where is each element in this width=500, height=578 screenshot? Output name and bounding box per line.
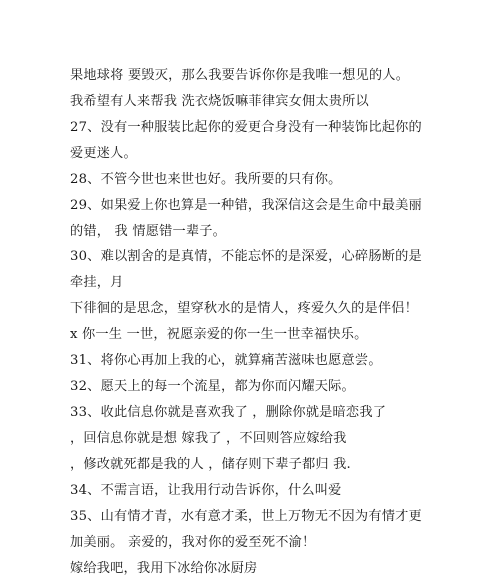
text-line: 29、如果爱上你也算是一种错，我深信这会是生命中最美丽 (70, 198, 422, 213)
text-line: 我希望有人来帮我 洗衣烧饭嘛菲律宾女佣太贵所以 (70, 94, 369, 109)
text-line: 32、愿天上的每一个流星，都为你而闪耀天际。 (70, 379, 355, 394)
text-line: 的错， 我 情愿错一辈子。 (70, 224, 227, 239)
text-line: 34、不需言语，让我用行动告诉你，什么叫爱 (70, 483, 342, 498)
text-line: 33、收此信息你就是喜欢我了 ，删除你就是暗恋我了 (70, 405, 387, 420)
text-line: 30、难以割舍的是真情，不能忘怀的是深爱，心碎肠断的是 (70, 249, 422, 264)
text-line: ，修改就死都是我的人 ，储存则下辈子都归 我. (70, 457, 351, 472)
text-line: ，回信息你就是想 嫁我了 ，不回则答应嫁给我 (70, 431, 347, 446)
text-line: 27、没有一种服装比起你的爱更合身没有一种装饰比起你的 (70, 120, 422, 135)
text-line: 35、山有情才青，水有意才柔，世上万物无不因为有情才更 (70, 509, 422, 524)
text-line: 加美丽。 亲爱的，我对你的爱至死不渝！ (70, 535, 316, 550)
text-line: 爱更迷人。 (70, 146, 137, 161)
text-line: 果地球将 要毁灭，那么我要告诉你你是我唯一想见的人。 (70, 68, 410, 83)
text-line: 28、不管今世也来世也好。我所要的只有你。 (70, 172, 342, 187)
text-line: 下徘徊的是思念，望穿秋水的是情人，疼爱久久的是伴侣！ (70, 301, 419, 316)
text-line: 牵挂，月 (70, 275, 124, 290)
text-line: x 你一生 一世，祝愿亲爱的你一生一世幸福快乐。 (70, 327, 368, 342)
text-line: 嫁给我吧，我用下冰给你冰厨房 (70, 561, 258, 576)
text-line: 31、将你心再加上我的心，就算痛苦滋味也愿意尝。 (70, 353, 382, 368)
